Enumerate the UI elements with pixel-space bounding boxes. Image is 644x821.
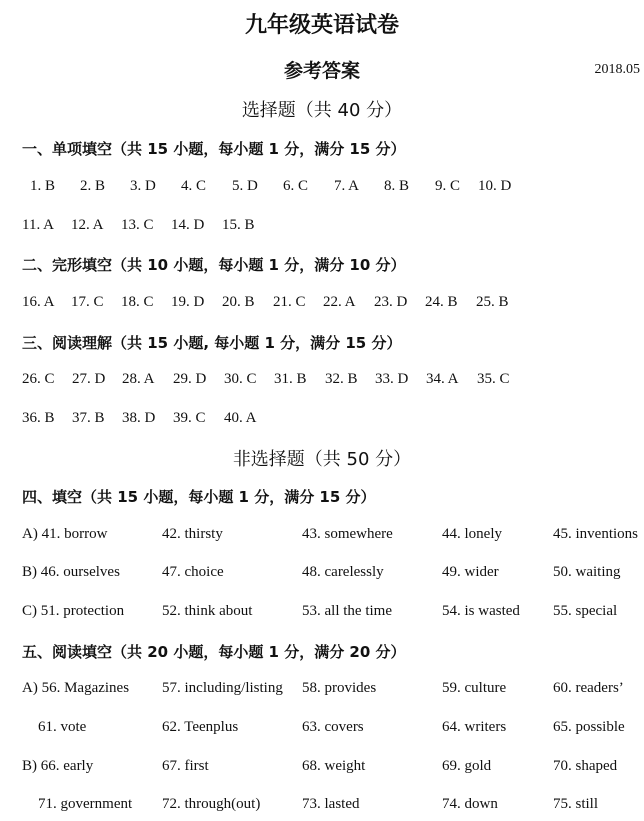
answer-item: 2. B	[80, 178, 106, 194]
answer-item: 13. C	[121, 217, 154, 233]
answer-item: A) 41. borrow	[22, 526, 108, 542]
answer-item: 39. C	[173, 410, 206, 426]
answer-item: B) 66. early	[22, 758, 94, 774]
section-1-heading: 一、单项填空（共 15 小题，每小题 1 分，满分 15 分）	[22, 140, 406, 158]
section-5-heading: 五、阅读填空（共 20 小题，每小题 1 分，满分 20 分）	[22, 643, 406, 661]
answer-item: 3. D	[130, 178, 156, 194]
answer-row	[0, 796, 644, 816]
answer-item: 22. A	[323, 294, 356, 310]
answer-item: 35. C	[477, 371, 510, 387]
answer-item: 6. C	[283, 178, 309, 194]
answer-item: 49. wider	[442, 564, 499, 580]
answer-item: 55. special	[553, 603, 618, 619]
answer-item: 68. weight	[302, 758, 366, 774]
answer-item: 73. lasted	[302, 796, 360, 812]
answer-item: 7. A	[334, 178, 360, 194]
page-title: 九年级英语试卷	[244, 13, 399, 38]
answer-item: 26. C	[22, 371, 55, 387]
answer-row	[0, 564, 644, 584]
answer-item: 24. B	[425, 294, 458, 310]
answer-item: 60. readers’	[553, 680, 624, 696]
answer-item: 11. A	[22, 217, 54, 233]
answer-item: 53. all the time	[302, 603, 392, 619]
answer-item: 34. A	[426, 371, 459, 387]
section-3-heading: 三、阅读理解（共 15 小题, 每小题 1 分，满分 15 分）	[22, 334, 402, 352]
answer-item: 12. A	[71, 217, 104, 233]
answer-item: 50. waiting	[553, 564, 621, 580]
answer-item: 33. D	[375, 371, 409, 387]
part-choice-heading: 选择题（共 40 分）	[241, 100, 403, 121]
answer-item: 75. still	[553, 796, 599, 812]
exam-date: 2018.05	[594, 62, 640, 77]
answer-item: A) 56. Magazines	[22, 680, 130, 696]
part-non-choice-heading: 非选择题（共 50 分）	[232, 449, 412, 470]
answer-item: 8. B	[384, 178, 410, 194]
answer-item: 15. B	[222, 217, 255, 233]
answer-item: 61. vote	[38, 719, 87, 735]
answer-item: 74. down	[442, 796, 498, 812]
answer-item: 45. inventions	[553, 526, 638, 542]
answer-item: 54. is wasted	[442, 603, 520, 619]
answer-item: 37. B	[72, 410, 105, 426]
answer-item: 36. B	[22, 410, 55, 426]
answer-item: 16. A	[22, 294, 55, 310]
answer-item: 4. C	[181, 178, 207, 194]
answer-item: 19. D	[171, 294, 205, 310]
answer-item: 44. lonely	[442, 526, 502, 542]
answer-item: 9. C	[435, 178, 461, 194]
section-4-heading: 四、填空（共 15 小题，每小题 1 分，满分 15 分）	[22, 488, 376, 506]
answer-item: 58. provides	[302, 680, 377, 696]
answer-item: 69. gold	[442, 758, 492, 774]
answer-item: 17. C	[71, 294, 104, 310]
answer-key-subtitle: 参考答案	[283, 60, 360, 82]
section-2-heading: 二、完形填空（共 10 小题，每小题 1 分，满分 10 分）	[22, 256, 406, 274]
answer-item: C) 51. protection	[22, 603, 125, 619]
answer-item: 23. D	[374, 294, 408, 310]
answer-row	[0, 178, 644, 198]
answer-item: 71. government	[38, 796, 133, 812]
answer-row	[0, 603, 644, 623]
answer-item: 64. writers	[442, 719, 507, 735]
answer-row	[0, 217, 644, 237]
answer-item: 52. think about	[162, 603, 253, 619]
answer-item: 47. choice	[162, 564, 224, 580]
answer-item: 70. shaped	[553, 758, 618, 774]
answer-item: 62. Teenplus	[162, 719, 239, 735]
answer-item: 18. C	[121, 294, 154, 310]
answer-item: 72. through(out)	[162, 796, 261, 812]
answer-item: 21. C	[273, 294, 306, 310]
answer-item: 1. B	[30, 178, 56, 194]
answer-item: 48. carelessly	[302, 564, 384, 580]
answer-row	[0, 758, 644, 778]
answer-item: B) 46. ourselves	[22, 564, 120, 580]
answer-item: 67. first	[162, 758, 209, 774]
answer-item: 31. B	[274, 371, 307, 387]
answer-item: 65. possible	[553, 719, 625, 735]
answer-row	[0, 719, 644, 739]
answer-item: 14. D	[171, 217, 205, 233]
answer-row	[0, 410, 644, 430]
answer-item: 28. A	[122, 371, 155, 387]
answer-item: 40. A	[224, 410, 257, 426]
answer-row	[0, 526, 644, 546]
answer-item: 30. C	[224, 371, 257, 387]
answer-item: 57. including/listing	[162, 680, 283, 696]
answer-item: 20. B	[222, 294, 255, 310]
answer-item: 43. somewhere	[302, 526, 393, 542]
answer-item: 42. thirsty	[162, 526, 223, 542]
answer-item: 32. B	[325, 371, 358, 387]
answer-item: 38. D	[122, 410, 156, 426]
answer-row	[0, 294, 644, 314]
answer-item: 27. D	[72, 371, 106, 387]
answer-item: 10. D	[478, 178, 512, 194]
answer-item: 59. culture	[442, 680, 507, 696]
answer-item: 29. D	[173, 371, 207, 387]
answer-item: 25. B	[476, 294, 509, 310]
answer-item: 5. D	[232, 178, 258, 194]
answer-item: 63. covers	[302, 719, 364, 735]
answer-row	[0, 371, 644, 391]
answer-row	[0, 680, 644, 700]
